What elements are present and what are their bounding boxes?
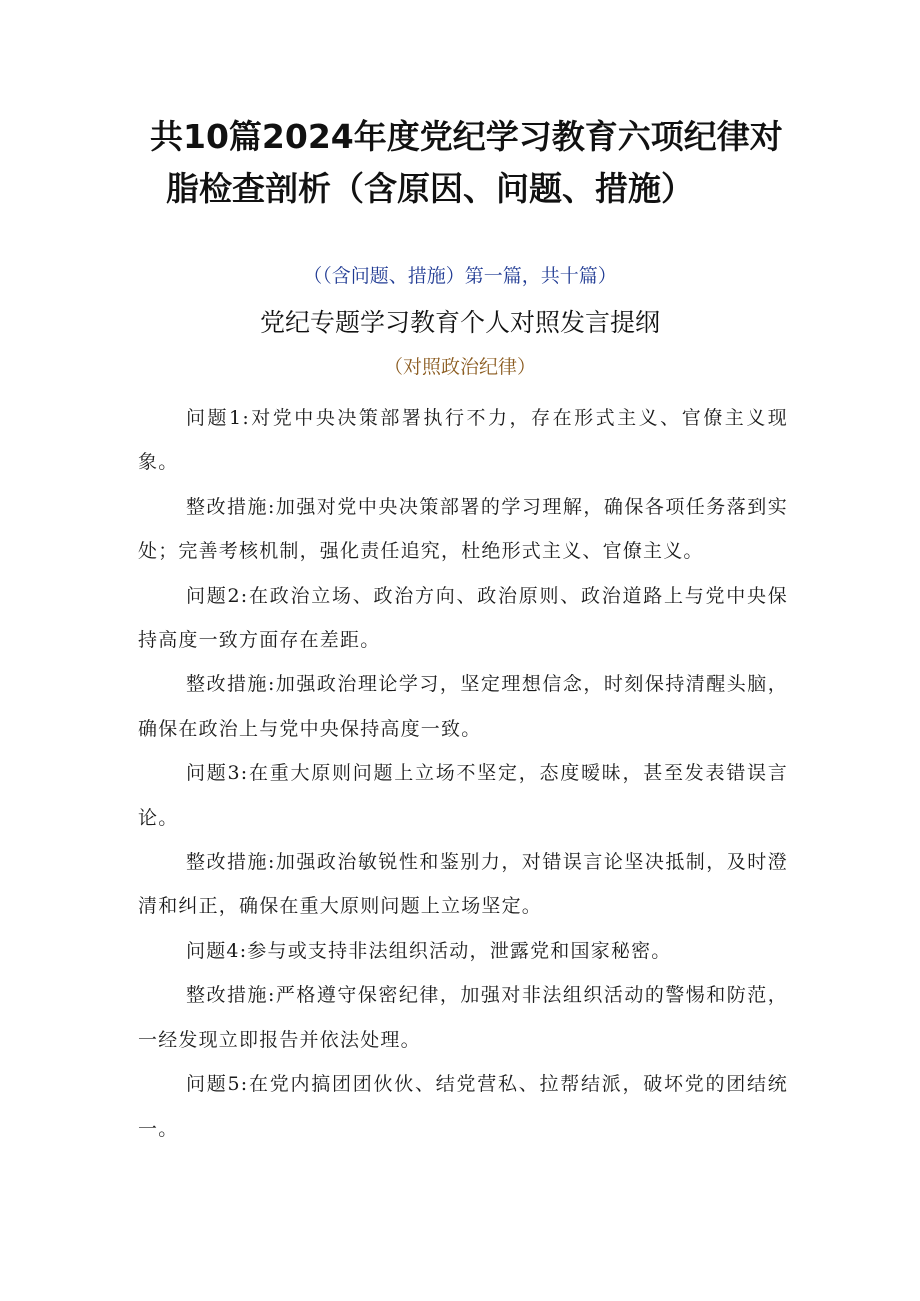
paragraph-measure-4: 整改措施:严格遵守保密纪律，加强对非法组织活动的警惕和防范，一经发现立即报告并依法处理。	[138, 984, 788, 1051]
paragraph-measure-1: 整改措施:加强对党中央决策部署的学习理解，确保各项任务落到实处；完善考核机制，强化责任追究，杜绝形式主义、官僚主义。	[138, 495, 788, 563]
paragraph-measure-3: 整改措施:加强政治敏锐性和鉴别力，对错误言论坚决抵制，及时澄清和纠正，确保在重大原则问题上立场坚定。	[138, 851, 788, 918]
paragraph-problem-1: 问题1:对党中央决策部署执行不力，存在形式主义、官僚主义现象。	[138, 407, 788, 474]
paragraph-problem-4: 问题4:参与或支持非法组织活动，泄露党和国家秘密。	[186, 939, 672, 962]
part-label: （（含问题、措施）第一篇，共十篇）	[303, 265, 617, 287]
paragraph-problem-5: 问题5:在党内搞团团伙伙、结党营私、拉帮结派，破坏党的团结统一。	[138, 1073, 788, 1140]
paragraph-problem-2: 问题2:在政治立场、政治方向、政治原则、政治道路上与党中央保持高度一致方面存在差距。	[138, 584, 788, 652]
paragraph-problem-3: 问题3:在重大原则问题上立场不坚定，态度暧昧，甚至发表错误言论。	[138, 762, 788, 829]
section-subheading: （对照政治纪律）	[383, 356, 536, 378]
body-text	[138, 396, 788, 1151]
paragraph-measure-2: 整改措施:加强政治理论学习，坚定理想信念，时刻保持清醒头脑，确保在政治上与党中央保持高度一致。	[138, 673, 788, 740]
document-title-line-2: 脂检查剖析（含原因、问题、措施）	[166, 169, 694, 208]
section-heading: 党纪专题学习教育个人对照发言提纲	[259, 308, 660, 337]
document-title-line-1: 共10篇2024年度党纪学习教育六项纪律对	[150, 117, 783, 156]
